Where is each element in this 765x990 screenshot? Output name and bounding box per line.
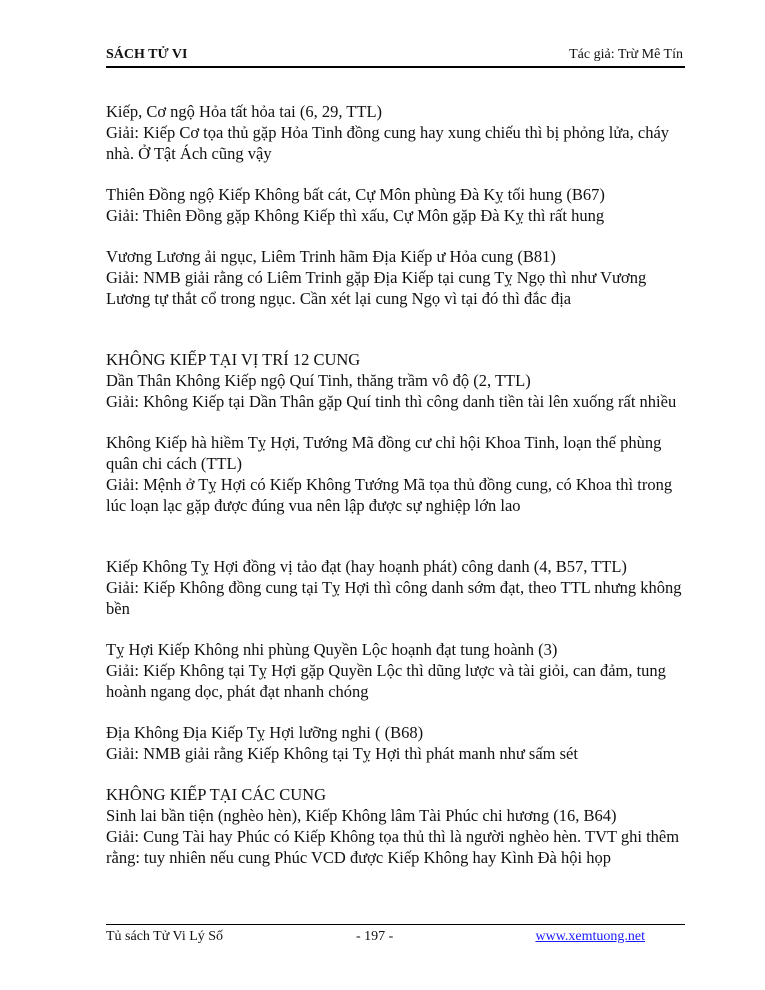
paragraph <box>106 349 686 412</box>
paragraph <box>106 639 686 702</box>
paragraph <box>106 184 686 226</box>
section-heading: KHÔNG KIẾP TẠI VỊ TRÍ 12 CUNG <box>106 350 361 369</box>
verse-line: Kiếp, Cơ ngộ Hỏa tất hỏa tai (6, 29, TTL) <box>106 102 383 121</box>
website-link[interactable]: www.xemtuong.net <box>535 929 645 944</box>
explanation-line: Giải: NMB giải rằng có Liêm Trinh gặp Địa Kiếp tại cung Tỵ Ngọ thì như Vương Lương tự thắt cổ trong ngục. Cần xét lại cung Ngọ vì tại đó thì đắc địa <box>106 268 647 308</box>
verse-line: Dần Thân Không Kiếp ngộ Quí Tinh, thăng trầm vô độ (2, TTL) <box>106 371 531 390</box>
page-content <box>106 101 686 888</box>
paragraph <box>106 101 686 164</box>
verse-line: Vương Lương ải ngục, Liêm Trinh hãm Địa Kiếp ư Hỏa cung (B81) <box>106 247 556 266</box>
explanation-line: Giải: Kiếp Cơ tọa thủ gặp Hỏa Tinh đồng cung hay xung chiếu thì bị phỏng lửa, cháy nhà. Ở Tật Ách cũng vậy <box>106 123 670 163</box>
verse-line: Sinh lai bần tiện (nghèo hèn), Kiếp Không lâm Tài Phúc chi hương (16, B64) <box>106 806 617 825</box>
page-footer <box>106 924 685 949</box>
page-header <box>106 44 685 68</box>
paragraph <box>106 246 686 309</box>
explanation-line: Giải: Cung Tài hay Phúc có Kiếp Không tọa thủ thì là người nghèo hèn. TVT ghi thêm rằng: tuy nhiên nếu cung Phúc VCD được Kiếp Không hay Kình Đà hội họp <box>106 827 680 867</box>
explanation-line: Giải: Không Kiếp tại Dần Thân gặp Quí tinh thì công danh tiền tài lên xuống rất nhiều <box>106 392 677 411</box>
verse-line: Địa Không Địa Kiếp Tỵ Hợi lưỡng nghi ( (B68) <box>106 723 424 742</box>
paragraph <box>106 432 686 516</box>
book-title: SÁCH TỬ VI <box>106 47 188 62</box>
paragraph <box>106 556 686 619</box>
verse-line: Tỵ Hợi Kiếp Không nhi phùng Quyền Lộc hoạnh đạt tung hoành (3) <box>106 640 558 659</box>
verse-line: Kiếp Không Tỵ Hợi đồng vị tảo đạt (hay hoạnh phát) công danh (4, B57, TTL) <box>106 557 627 576</box>
series-name: Tủ sách Tử Vi Lý Số <box>106 929 224 944</box>
page-number: - 197 - <box>356 929 394 944</box>
explanation-line: Giải: Kiếp Không tại Tỵ Hợi gặp Quyền Lộc thì dũng lược và tài giỏi, can đảm, tung hoành ngang dọc, phát đạt nhanh chóng <box>106 661 666 701</box>
section-heading: KHÔNG KIẾP TẠI CÁC CUNG <box>106 785 327 804</box>
verse-line: Thiên Đồng ngộ Kiếp Không bất cát, Cự Môn phùng Đà Kỵ tối hung (B67) <box>106 185 605 204</box>
explanation-line: Giải: Mệnh ở Tỵ Hợi có Kiếp Không Tướng Mã tọa thủ đồng cung, có Khoa thì trong lúc loạn lạc gặp được đúng vua nên lập được sự nghiệp lớn lao <box>106 475 673 515</box>
author-label: Tác giả: Trừ Mê Tín <box>569 47 683 62</box>
paragraph <box>106 784 686 868</box>
explanation-line: Giải: NMB giải rằng Kiếp Không tại Tỵ Hợi thì phát manh như sấm sét <box>106 744 578 763</box>
explanation-line: Giải: Thiên Đồng gặp Không Kiếp thì xấu, Cự Môn gặp Đà Kỵ thì rất hung <box>106 206 605 225</box>
explanation-line: Giải: Kiếp Không đồng cung tại Tỵ Hợi thì công danh sớm đạt, theo TTL nhưng không bền <box>106 578 682 618</box>
verse-line: Không Kiếp hà hiềm Tỵ Hợi, Tướng Mã đồng cư chỉ hội Khoa Tinh, loạn thế phùng quân chi cách (TTL) <box>106 433 662 473</box>
paragraph <box>106 722 686 764</box>
